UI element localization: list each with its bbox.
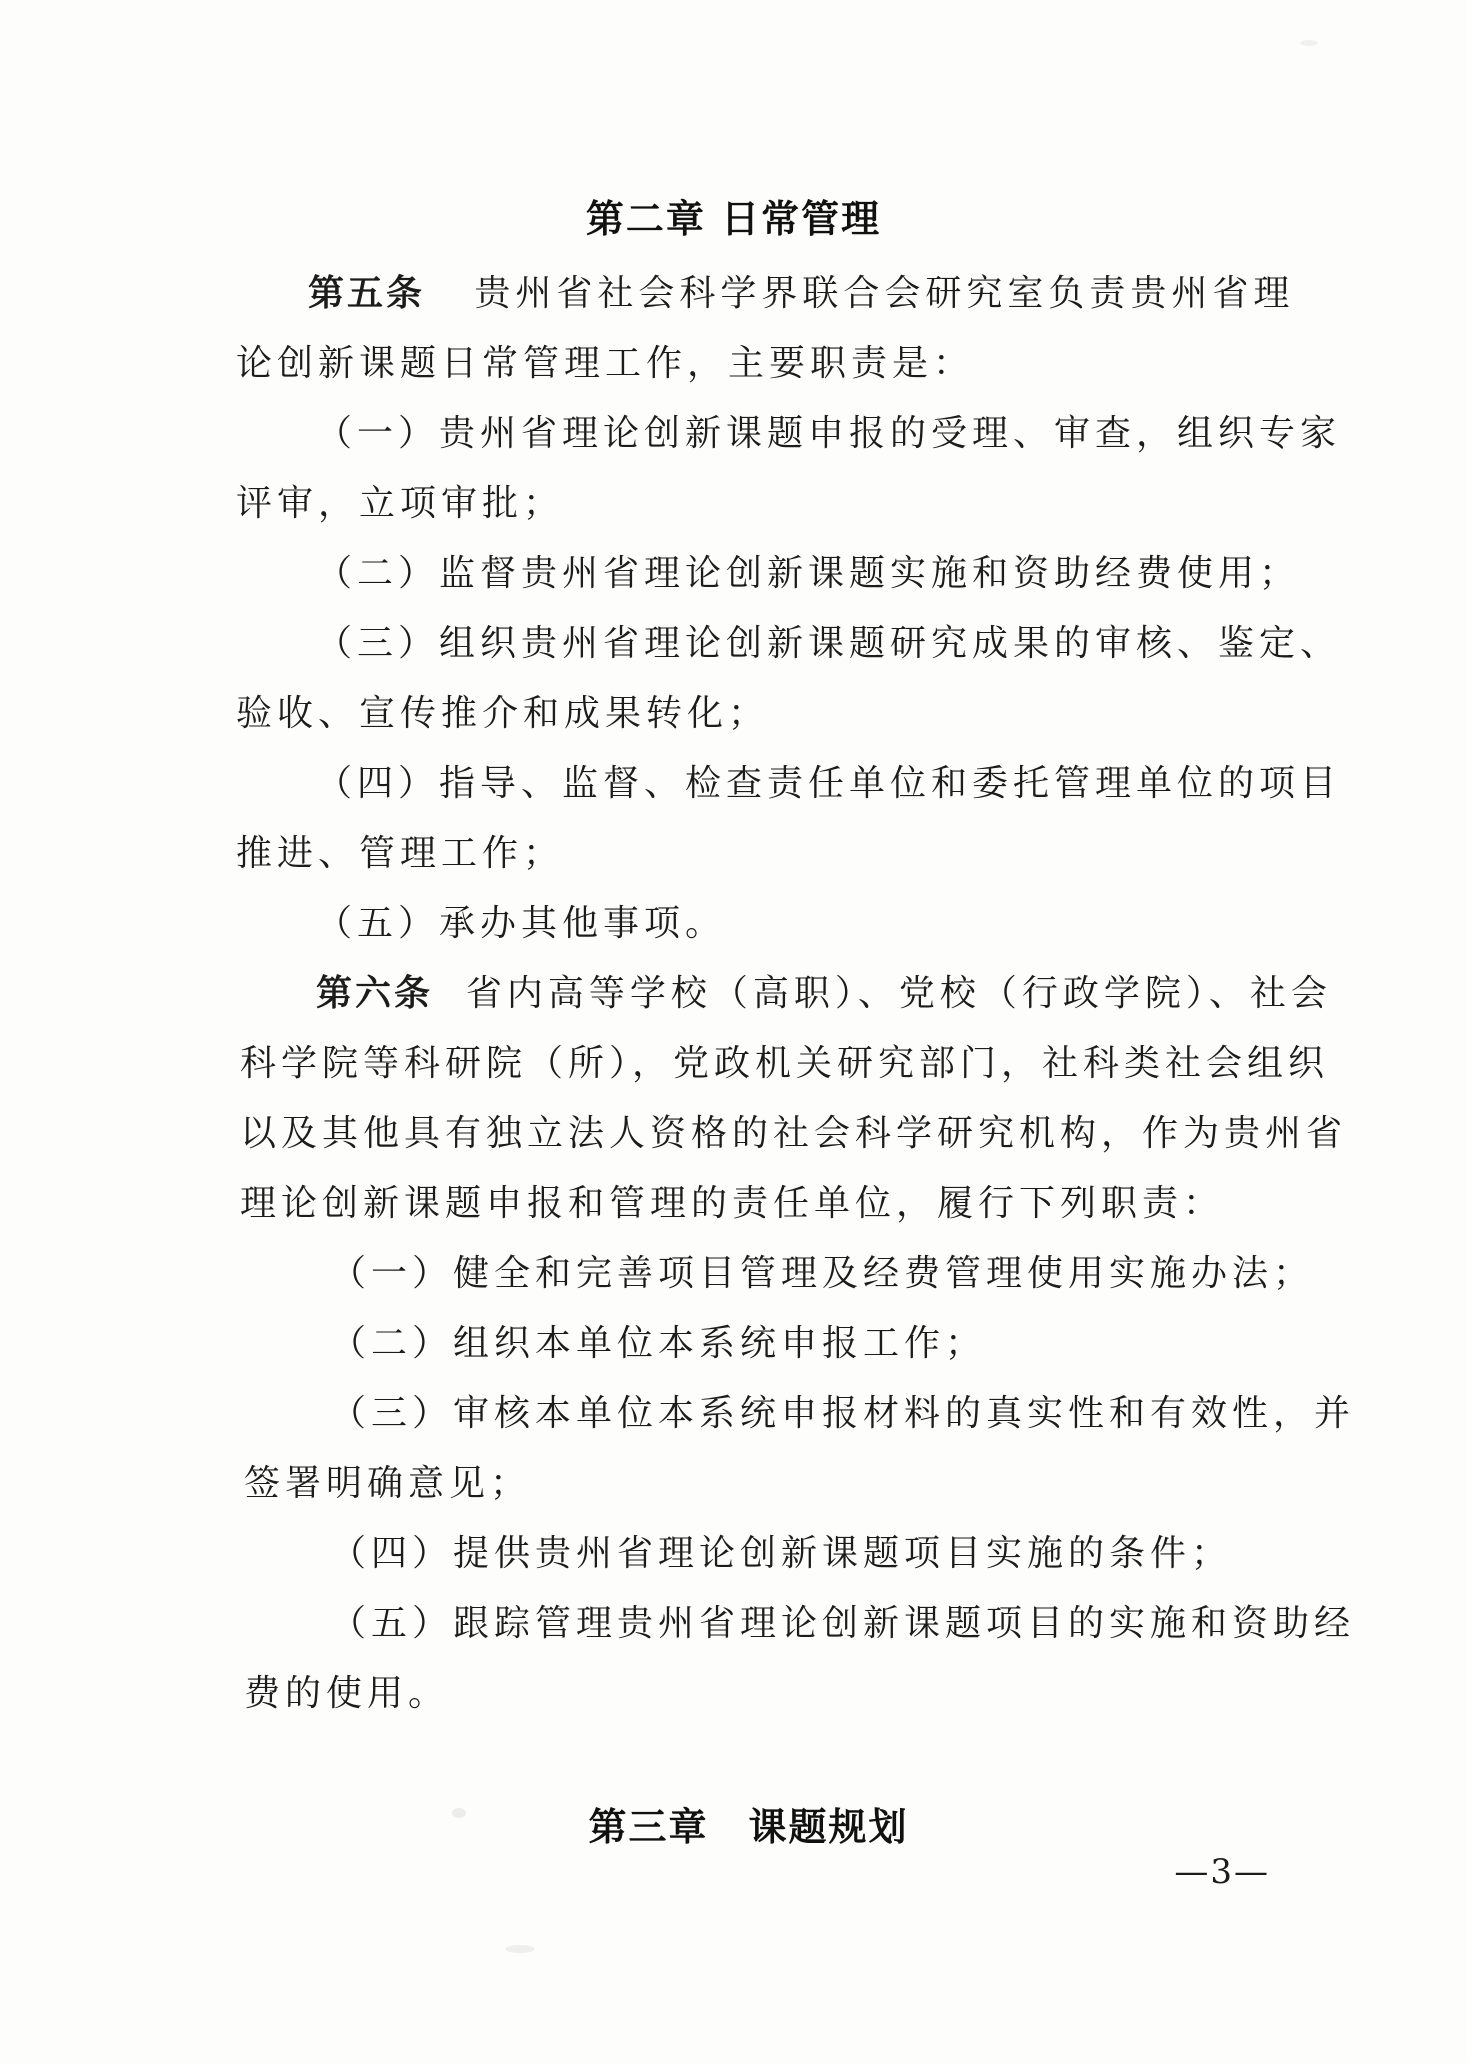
article-6-item-5-cont: 费的使用。	[244, 1673, 450, 1714]
article-5-item-5: （五）承办其他事项。	[316, 903, 727, 944]
article-5-item-3: （三）组织贵州省理论创新课题研究成果的审核、鉴定、	[316, 623, 1342, 664]
article-6-line-1: 省内高等学校（高职）、党校（行政学院）、社会	[465, 973, 1332, 1014]
article-5-item-4: （四）指导、监督、检查责任单位和委托管理单位的项目	[316, 763, 1342, 804]
article-6-line-4: 理论创新课题申报和管理的责任单位，履行下列职责：	[240, 1183, 1225, 1224]
chapter-2-heading: 第二章 日常管理	[585, 197, 882, 241]
article-5-item-3-cont: 验收、宣传推介和成果转化；	[236, 693, 770, 734]
scan-speck	[1300, 40, 1318, 46]
article-5-item-4-cont: 推进、管理工作；	[236, 833, 565, 874]
article-5-item-1-cont: 评审，立项审批；	[236, 483, 565, 524]
article-5-line-2: 论创新课题日常管理工作，主要职责是：	[236, 343, 975, 384]
article-6-item-5: （五）跟踪管理贵州省理论创新课题项目的实施和资助经	[330, 1603, 1356, 1644]
article-6-first-line	[316, 973, 1332, 1014]
scan-speck	[452, 1808, 466, 1818]
article-6-line-2: 科学院等科研院（所），党政机关研究部门，社科类社会组织	[240, 1043, 1330, 1084]
article-5-item-1: （一）贵州省理论创新课题申报的受理、审查，组织专家	[316, 413, 1342, 454]
scan-speck	[505, 1945, 535, 1953]
article-6-item-1: （一）健全和完善项目管理及经费管理使用实施办法；	[330, 1253, 1315, 1294]
article-6-line-3: 以及其他具有独立法人资格的社会科学研究机构，作为贵州省	[240, 1113, 1348, 1154]
article-5-label: 第五条	[308, 273, 426, 314]
article-6-item-2: （二）组织本单位本系统申报工作；	[330, 1323, 987, 1364]
article-6-item-3: （三）审核本单位本系统申报材料的真实性和有效性，并	[330, 1393, 1356, 1434]
page-number: —3—	[1174, 1852, 1270, 1892]
article-6-item-4: （四）提供贵州省理论创新课题项目实施的条件；	[330, 1533, 1233, 1574]
article-6-label: 第六条	[316, 973, 434, 1014]
article-5-item-2: （二）监督贵州省理论创新课题实施和资助经费使用；	[316, 553, 1301, 594]
article-5-first-line	[308, 273, 1295, 314]
chapter-3-heading: 第三章 课题规划	[588, 1805, 909, 1849]
article-6-item-3-cont: 签署明确意见；	[244, 1463, 532, 1504]
article-5-line-1: 贵州省社会科学界联合会研究室负责贵州省理	[474, 273, 1295, 314]
